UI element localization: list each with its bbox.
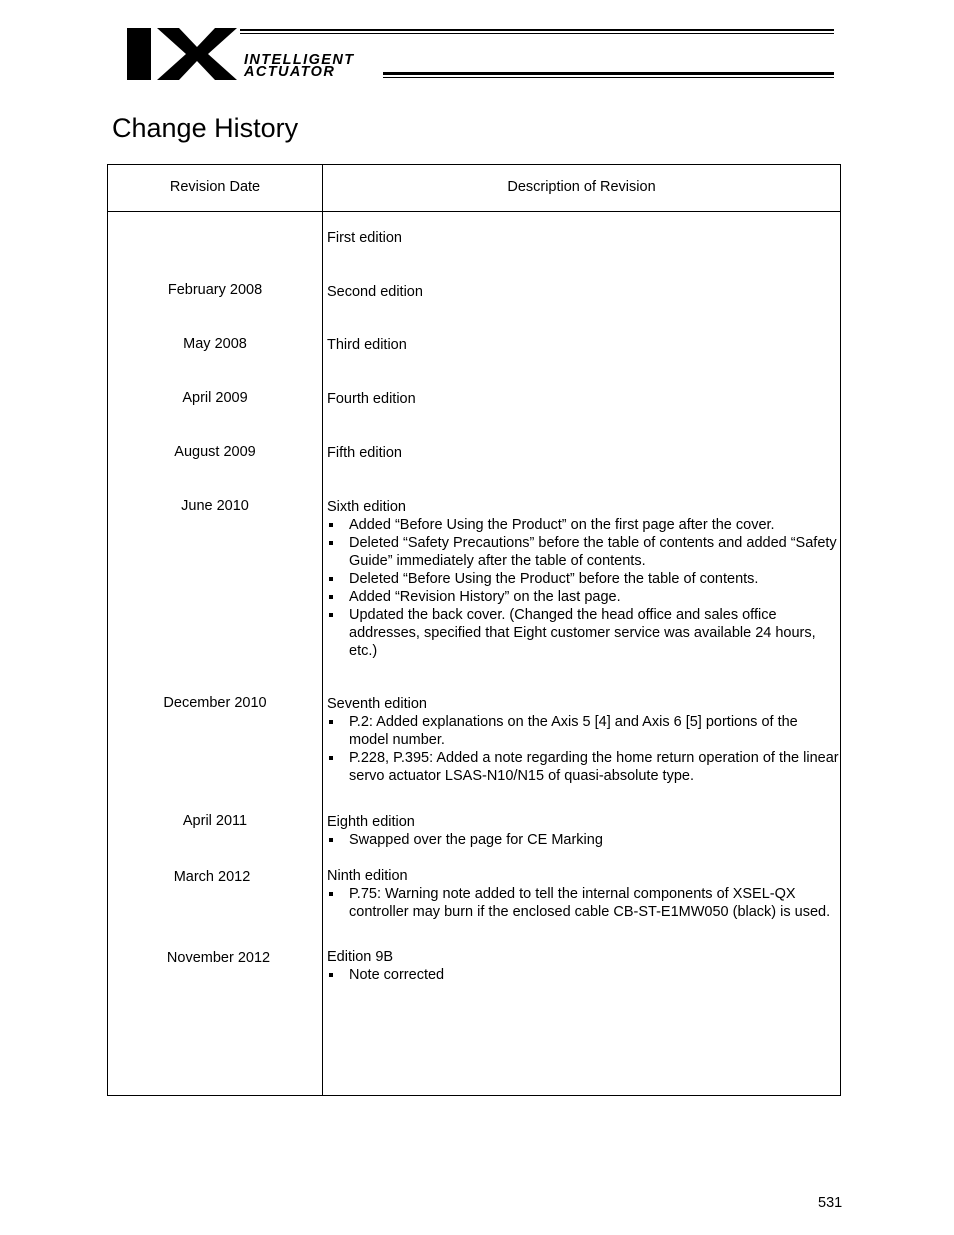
- revision-entry: [327, 283, 839, 301]
- revision-bullets: [327, 885, 839, 921]
- edition-label: First edition: [327, 230, 402, 246]
- revision-entry: [327, 390, 839, 408]
- header-rule-bottom: [383, 72, 834, 75]
- revision-date: April 2011: [182, 813, 248, 829]
- logo-text-actuator: ACTUATOR: [244, 64, 336, 80]
- revision-bullet: Deleted “Safety Precautions” before the table of contents and added “Safety Guide” immediately after the table of contents.: [327, 534, 839, 570]
- revision-entry: [327, 867, 839, 921]
- revision-date: December 2010: [163, 695, 267, 711]
- edition-label: Ninth edition: [327, 868, 408, 884]
- revision-date: February 2008: [167, 282, 263, 298]
- revision-entry: [327, 813, 839, 849]
- page-number: 531: [818, 1195, 843, 1211]
- revision-date: April 2009: [182, 390, 248, 406]
- edition-label: Second edition: [327, 284, 423, 300]
- revision-bullets: [327, 831, 839, 849]
- revision-entry: [327, 695, 839, 785]
- revision-date: May 2008: [183, 336, 247, 352]
- edition-label: Edition 9B: [327, 949, 394, 965]
- revision-bullets: [327, 713, 839, 785]
- revision-bullets: [327, 516, 839, 660]
- revision-date: November 2012: [166, 950, 271, 966]
- revision-bullet: Note corrected: [327, 966, 839, 984]
- revision-entry: [327, 229, 839, 247]
- edition-label: Third edition: [327, 337, 407, 353]
- revision-bullet: Deleted “Before Using the Product” before the table of contents.: [327, 570, 839, 588]
- edition-label: Fifth edition: [327, 445, 402, 461]
- header-description: Description of Revision: [507, 179, 656, 195]
- header-rule-top: [240, 29, 834, 31]
- revision-bullet: P.228, P.395: Added a note regarding the home return operation of the linear servo actuator LSAS-N10/N15 of quasi-absolute type.: [327, 749, 839, 785]
- revision-entry: [327, 444, 839, 462]
- revision-date: June 2010: [181, 498, 249, 514]
- logo-text-intelligent: INTELLIGENT: [244, 52, 355, 68]
- revision-bullets: [327, 966, 839, 984]
- edition-label: Fourth edition: [327, 391, 416, 407]
- change-history-table: [107, 164, 841, 1096]
- edition-label: Sixth edition: [327, 499, 406, 515]
- page-title: Change History: [112, 113, 299, 143]
- header-revision-date: Revision Date: [169, 179, 261, 195]
- revision-date: August 2009: [174, 444, 256, 460]
- edition-label: Eighth edition: [327, 814, 415, 830]
- header-rule-top-thin: [240, 33, 834, 34]
- revision-date: March 2012: [173, 869, 251, 885]
- revision-entry: [327, 336, 839, 354]
- revision-bullet: Swapped over the page for CE Marking: [327, 831, 839, 849]
- revision-entry: [327, 498, 839, 660]
- revision-bullet: P.75: Warning note added to tell the internal components of XSEL-QX controller may burn if the enclosed cable CB-ST-E1MW050 (black) is used.: [327, 885, 839, 921]
- edition-label: Seventh edition: [327, 696, 427, 712]
- ix-logo: [127, 28, 237, 80]
- revision-bullet: Added “Before Using the Product” on the first page after the cover.: [327, 516, 839, 534]
- revision-bullet: Updated the back cover. (Changed the head office and sales office addresses, specified that Eight customer service was available 24 hours, etc.): [327, 606, 839, 660]
- revision-bullet: P.2: Added explanations on the Axis 5 [4] and Axis 6 [5] portions of the model number.: [327, 713, 839, 749]
- header-divider: [108, 211, 840, 212]
- revision-bullet: Added “Revision History” on the last page.: [327, 588, 839, 606]
- header-rule-bottom-thin: [383, 77, 834, 78]
- revision-entry: [327, 948, 839, 984]
